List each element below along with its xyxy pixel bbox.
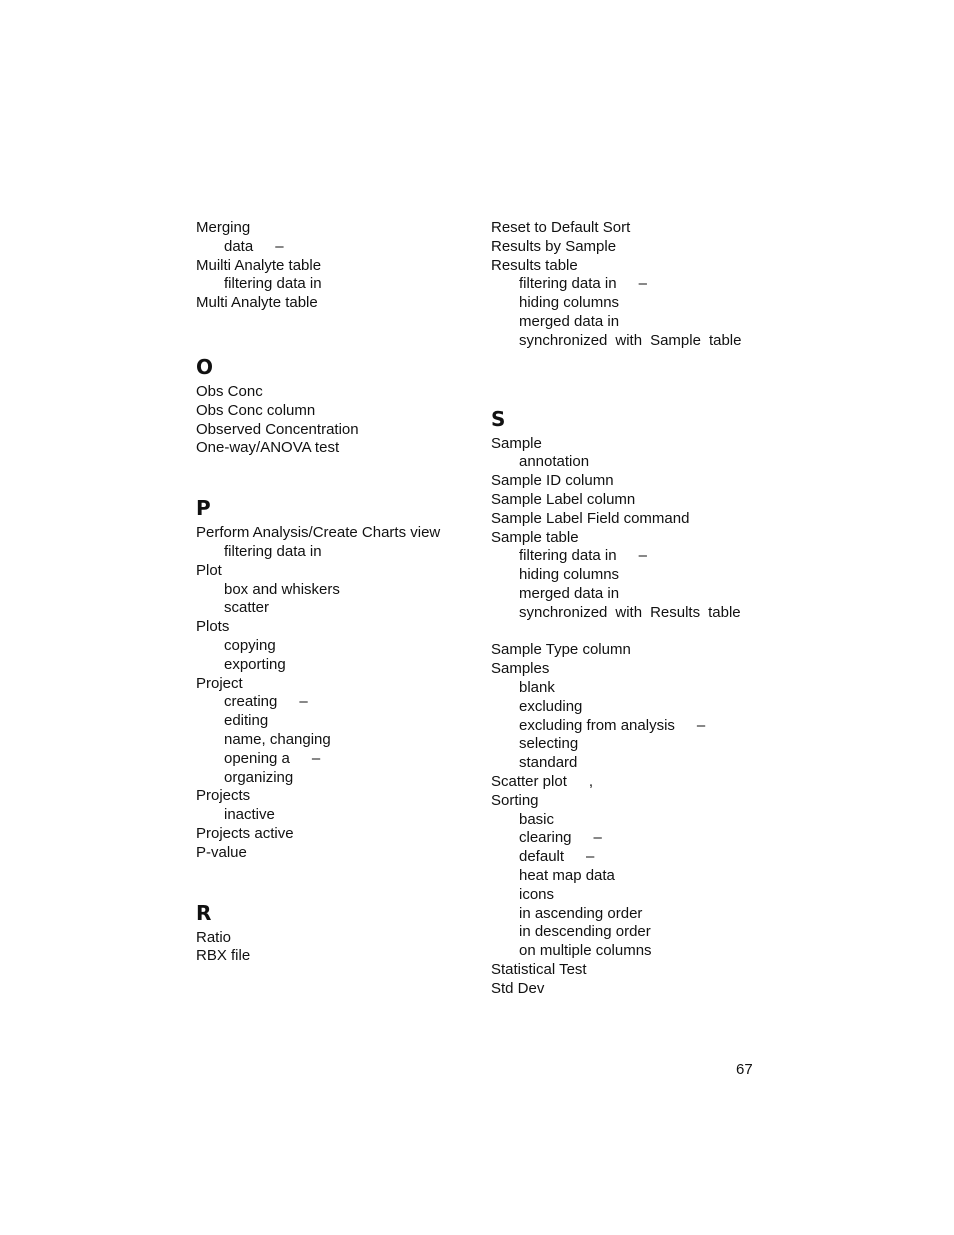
index-entry-text: One-way/ANOVA test bbox=[196, 439, 340, 457]
left-intro-entries bbox=[196, 219, 496, 313]
index-entry-text: box and whiskers bbox=[224, 580, 340, 598]
index-entry bbox=[196, 294, 496, 313]
index-entry bbox=[491, 961, 781, 980]
index-subentry bbox=[491, 829, 781, 848]
index-entry-text: blank bbox=[519, 678, 555, 696]
entry-spacer bbox=[491, 623, 781, 642]
index-entry-text: hiding columns bbox=[519, 566, 620, 584]
index-entry-text: Statistical Test bbox=[491, 960, 587, 978]
index-entry-marker: – bbox=[311, 749, 321, 767]
index-entry-text: Project bbox=[196, 674, 243, 692]
index-subentry bbox=[196, 769, 496, 788]
index-entry bbox=[196, 383, 496, 402]
index-entry bbox=[196, 787, 496, 806]
index-entry-text: exporting bbox=[224, 655, 286, 673]
index-entry-text: Multi Analyte table bbox=[196, 294, 318, 312]
index-subentry bbox=[196, 693, 496, 712]
index-entry-marker: – bbox=[299, 693, 308, 711]
index-entry bbox=[196, 947, 496, 966]
index-entry bbox=[491, 257, 781, 276]
index-entry-text: synchronized with Results table bbox=[519, 603, 741, 621]
index-subentry bbox=[491, 717, 781, 736]
right-index-column bbox=[491, 219, 781, 998]
index-entry-text: in descending order bbox=[519, 923, 651, 941]
index-entry-marker: – bbox=[586, 848, 595, 866]
index-entry-text: synchronized with Sample table bbox=[519, 331, 742, 349]
section-heading-p: P bbox=[196, 496, 212, 521]
index-subentry bbox=[491, 604, 781, 623]
index-subentry bbox=[491, 867, 781, 886]
index-subentry bbox=[491, 332, 781, 351]
index-subentry bbox=[491, 905, 781, 924]
index-subentry bbox=[196, 806, 496, 825]
section-heading-o: O bbox=[196, 354, 214, 379]
index-subentry bbox=[491, 923, 781, 942]
index-subentry bbox=[491, 566, 781, 585]
index-entry bbox=[491, 491, 781, 510]
index-entry bbox=[491, 641, 781, 660]
index-entry bbox=[491, 435, 781, 454]
index-subentry bbox=[491, 848, 781, 867]
index-subentry bbox=[196, 275, 496, 294]
index-subentry bbox=[491, 585, 781, 604]
index-subentry bbox=[491, 313, 781, 332]
index-entry bbox=[196, 524, 496, 543]
index-subentry bbox=[491, 754, 781, 773]
index-entry-text: Sample table bbox=[491, 528, 579, 546]
right-intro-entries bbox=[491, 219, 781, 351]
index-subentry bbox=[491, 811, 781, 830]
section-s-entries bbox=[491, 435, 781, 999]
index-subentry bbox=[196, 750, 496, 769]
index-entry bbox=[491, 980, 781, 999]
index-entry-text: filtering data in bbox=[224, 275, 322, 293]
index-entry-text: RBX file bbox=[196, 947, 251, 965]
index-entry-text: filtering data in bbox=[224, 542, 322, 560]
section-heading-r: R bbox=[196, 900, 212, 925]
index-subentry bbox=[491, 886, 781, 905]
index-entry-text: data bbox=[224, 237, 254, 255]
index-subentry bbox=[196, 656, 496, 675]
index-entry-text: annotation bbox=[519, 453, 590, 471]
index-entry bbox=[491, 660, 781, 679]
index-entry-text: heat map data bbox=[519, 866, 615, 884]
index-entry bbox=[196, 825, 496, 844]
index-entry bbox=[196, 402, 496, 421]
index-entry-text: Sample ID column bbox=[491, 472, 614, 490]
index-entry-text: P-value bbox=[196, 843, 247, 861]
index-subentry bbox=[491, 294, 781, 313]
index-entry-marker: , bbox=[588, 772, 594, 790]
index-entry-text: excluding from analysis bbox=[519, 716, 675, 734]
index-entry bbox=[491, 792, 781, 811]
index-entry-text: copying bbox=[224, 636, 276, 654]
index-entry-text: Sample bbox=[491, 434, 542, 452]
index-entry bbox=[196, 257, 496, 276]
section-o-entries bbox=[196, 383, 496, 458]
index-entry-text: scatter bbox=[224, 599, 270, 617]
index-subentry bbox=[196, 543, 496, 562]
index-entry-text: selecting bbox=[519, 735, 579, 753]
index-entry bbox=[491, 472, 781, 491]
index-entry bbox=[196, 421, 496, 440]
index-entry-text: icons bbox=[519, 885, 555, 903]
index-entry-text: Ratio bbox=[196, 928, 232, 946]
index-entry-text: merged data in bbox=[519, 584, 620, 602]
index-subentry bbox=[491, 275, 781, 294]
index-entry-text: Reset to Default Sort bbox=[491, 219, 631, 236]
index-entry-marker: – bbox=[275, 237, 284, 255]
index-entry-text: Merging bbox=[196, 219, 251, 236]
index-entry-text: Obs Conc column bbox=[196, 401, 316, 419]
index-entry-text: on multiple columns bbox=[519, 942, 652, 960]
index-subentry bbox=[491, 453, 781, 472]
section-heading-s: S bbox=[491, 406, 506, 431]
left-index-column bbox=[196, 219, 496, 966]
index-entry-text: inactive bbox=[224, 806, 275, 824]
index-subentry bbox=[196, 581, 496, 600]
index-entry-text: standard bbox=[519, 754, 578, 772]
index-subentry bbox=[196, 637, 496, 656]
index-entry bbox=[196, 675, 496, 694]
index-entry-text: in ascending order bbox=[519, 904, 643, 922]
index-entry-text: filtering data in bbox=[519, 547, 617, 565]
index-entry-text: opening a bbox=[224, 749, 290, 767]
index-entry-text: creating bbox=[224, 693, 278, 711]
index-entry bbox=[196, 618, 496, 637]
index-subentry bbox=[196, 238, 496, 257]
index-entry-text: Perform Analysis/Create Charts view bbox=[196, 524, 441, 542]
index-entry-text: Samples bbox=[491, 660, 550, 678]
page-number: 67 bbox=[736, 1061, 753, 1078]
index-subentry bbox=[491, 735, 781, 754]
index-entry-marker: – bbox=[638, 547, 647, 565]
index-entry-text: Obs Conc bbox=[196, 382, 263, 400]
index-subentry bbox=[491, 942, 781, 961]
index-entry bbox=[196, 439, 496, 458]
index-entry-text: Observed Concentration bbox=[196, 420, 359, 438]
index-entry bbox=[196, 929, 496, 948]
index-entry-marker: – bbox=[593, 829, 602, 847]
index-entry-text: hiding columns bbox=[519, 294, 620, 312]
index-entry-text: Sample Label column bbox=[491, 490, 636, 508]
index-entry-marker: – bbox=[638, 275, 647, 293]
section-r-entries bbox=[196, 929, 496, 967]
index-entry bbox=[491, 529, 781, 548]
index-entry-text: organizing bbox=[224, 768, 294, 786]
index-entry-text: filtering data in bbox=[519, 275, 617, 293]
index-entry bbox=[491, 773, 781, 792]
index-entry bbox=[196, 219, 496, 238]
index-subentry bbox=[491, 679, 781, 698]
index-entry-text: clearing bbox=[519, 829, 572, 847]
index-subentry bbox=[491, 547, 781, 566]
index-entry-text: Projects bbox=[196, 787, 251, 805]
index-entry-text: name, changing bbox=[224, 730, 331, 748]
index-entry-text: default bbox=[519, 848, 565, 866]
index-entry-marker: – bbox=[696, 716, 706, 734]
index-entry bbox=[491, 219, 781, 238]
index-entry bbox=[196, 562, 496, 581]
index-entry-text: editing bbox=[224, 712, 269, 730]
index-entry-text: merged data in bbox=[519, 312, 620, 330]
index-subentry bbox=[491, 698, 781, 717]
index-entry-text: Std Dev bbox=[491, 979, 545, 997]
index-entry-text: Results table bbox=[491, 256, 578, 274]
section-p-entries bbox=[196, 524, 496, 862]
index-entry-text: Plots bbox=[196, 618, 230, 636]
index-entry-text: Sample Type column bbox=[491, 641, 631, 659]
index-entry-text: excluding bbox=[519, 697, 583, 715]
index-entry-text: basic bbox=[519, 810, 555, 828]
index-entry-text: Results by Sample bbox=[491, 237, 617, 255]
index-entry bbox=[196, 844, 496, 863]
index-entry bbox=[491, 510, 781, 529]
index-subentry bbox=[196, 712, 496, 731]
index-entry bbox=[491, 238, 781, 257]
index-entry-text: Sample Label Field command bbox=[491, 509, 690, 527]
index-subentry bbox=[196, 731, 496, 750]
index-entry-text: Projects active bbox=[196, 824, 294, 842]
index-entry-text: Sorting bbox=[491, 791, 539, 809]
index-entry-text: Scatter plot bbox=[491, 772, 567, 790]
index-entry-text: Muilti Analyte table bbox=[196, 256, 322, 274]
index-subentry bbox=[196, 599, 496, 618]
index-entry-text: Plot bbox=[196, 561, 222, 579]
